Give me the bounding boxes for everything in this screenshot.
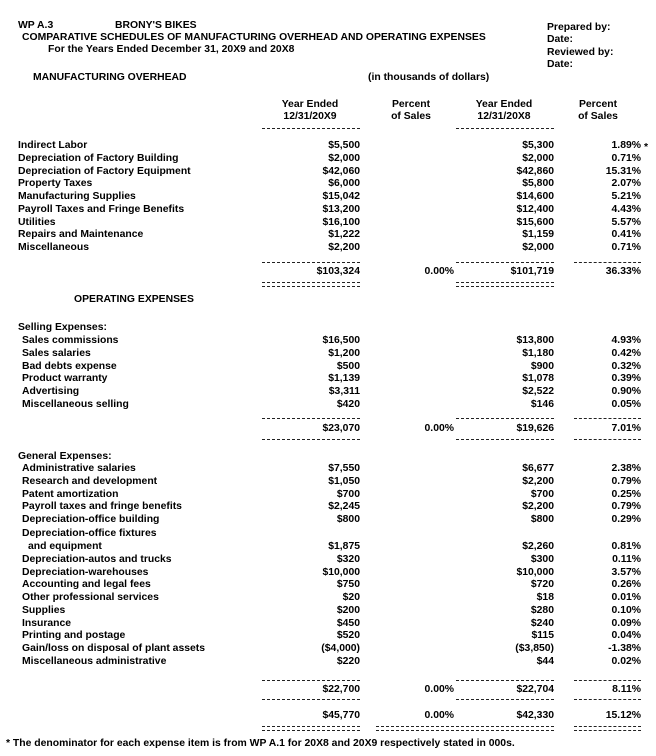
section-heading-opex: OPERATING EXPENSES xyxy=(74,294,194,305)
row-label: Insurance xyxy=(22,617,72,629)
row-label: Miscellaneous selling xyxy=(22,398,129,410)
selling-total-20x8: $19,626 xyxy=(516,423,554,434)
amount-20x8: $300 xyxy=(530,553,554,565)
percent-20x8: 0.11% xyxy=(612,553,641,565)
percent-20x8: 0.79% xyxy=(611,501,641,513)
total-rule xyxy=(456,439,554,440)
amount-20x8: $2,200 xyxy=(522,475,554,487)
selling-total-pct-20x9: 0.00% xyxy=(424,423,454,434)
reviewed-date-label: Date: xyxy=(547,59,573,70)
amount-20x9: $220 xyxy=(336,655,360,667)
amount-20x8: $12,400 xyxy=(516,203,554,215)
row-label: Miscellaneous administrative xyxy=(22,655,167,667)
percent-20x8: 4.93% xyxy=(611,335,641,346)
company-name: BRONY'S BIKES xyxy=(115,20,197,31)
total-rule xyxy=(574,699,641,700)
amount-20x8: $2,260 xyxy=(522,541,554,552)
report-period: For the Years Ended December 31, 20X9 and 20X8 xyxy=(48,44,295,55)
row-label: Depreciation of Factory Building xyxy=(18,152,179,164)
percent-20x8: 0.41% xyxy=(611,229,641,241)
general-total-20x9: $22,700 xyxy=(322,684,360,695)
col-header-y2-line1: Year Ended xyxy=(475,99,533,110)
amount-20x8: $44 xyxy=(536,655,554,667)
row-label: Gain/loss on disposal of plant assets xyxy=(22,643,206,654)
col-header-p1-line1: Percent xyxy=(391,99,431,110)
mfg-total-20x9: $103,324 xyxy=(316,266,360,277)
amount-20x8: $280 xyxy=(530,604,554,616)
opex-grand-total-pct-20x8: 15.12% xyxy=(605,710,641,721)
amount-20x9: $6,000 xyxy=(328,178,360,190)
total-rule xyxy=(456,699,554,700)
percent-20x8: 0.71% xyxy=(611,242,641,253)
fixtures-label-line1: Depreciation-office fixtures xyxy=(22,528,157,539)
percent-20x8: 0.79% xyxy=(611,475,641,487)
percent-20x8: 4.43% xyxy=(611,203,641,215)
amount-20x9: $42,060 xyxy=(322,165,360,177)
general-total-pct-20x9: 0.00% xyxy=(424,684,454,695)
amount-20x8: $2,200 xyxy=(522,501,554,513)
subtotal-rule xyxy=(574,262,641,263)
opex-grand-total-20x9: $45,770 xyxy=(322,710,360,721)
total-rule xyxy=(456,282,554,287)
amount-20x8: $1,078 xyxy=(522,373,554,385)
amount-20x8: $240 xyxy=(530,617,554,629)
units-note: (in thousands of dollars) xyxy=(368,72,490,83)
col-header-p2-line2: of Sales xyxy=(578,111,618,122)
amount-20x9: $450 xyxy=(336,617,360,629)
percent-20x8: 15.31% xyxy=(605,165,641,177)
amount-20x8: $10,000 xyxy=(516,566,554,578)
amount-20x8: $13,800 xyxy=(516,335,554,346)
amount-20x9: $700 xyxy=(336,488,360,500)
amount-20x8: $1,180 xyxy=(522,347,554,359)
amount-20x9: $16,500 xyxy=(322,335,360,346)
percent-20x8: 0.90% xyxy=(611,386,641,397)
row-label: Product warranty xyxy=(22,373,108,385)
percent-20x8: -1.38% xyxy=(608,643,641,654)
subtotal-rule xyxy=(262,262,360,263)
prepared-by-label: Prepared by: xyxy=(547,22,611,33)
grand-total-rule xyxy=(574,726,641,731)
subtotal-rule xyxy=(574,680,641,681)
header-rule-y1 xyxy=(262,128,360,129)
percent-20x8: 3.57% xyxy=(611,566,641,578)
amount-20x8: $5,300 xyxy=(522,140,554,151)
row-label: Sales commissions xyxy=(22,335,119,346)
percent-20x8: 0.71% xyxy=(611,152,641,164)
amount-20x9: $320 xyxy=(336,553,360,565)
row-label: Property Taxes xyxy=(18,178,93,190)
reviewed-by-label: Reviewed by: xyxy=(547,47,614,58)
row-label: Printing and postage xyxy=(22,630,126,642)
percent-20x8: 0.05% xyxy=(611,398,641,410)
subtotal-rule xyxy=(456,680,554,681)
amount-20x9: $2,000 xyxy=(328,152,360,164)
amount-20x9: $1,050 xyxy=(328,475,360,487)
amount-20x9: $200 xyxy=(336,604,360,616)
amount-20x8: $2,522 xyxy=(522,386,554,397)
amount-20x9: $3,311 xyxy=(328,386,360,397)
amount-20x8: $6,677 xyxy=(522,463,554,474)
amount-20x9: ($4,000) xyxy=(321,643,360,654)
percent-20x8: 2.07% xyxy=(611,178,641,190)
percent-20x8: 1.89% xyxy=(611,140,641,151)
row-label: Miscellaneous xyxy=(18,242,90,253)
amount-20x8: $1,159 xyxy=(522,229,554,241)
amount-20x9: $2,245 xyxy=(328,501,360,513)
amount-20x8: $900 xyxy=(530,360,554,372)
row-label: Payroll Taxes and Fringe Benefits xyxy=(18,203,185,215)
percent-20x8: 2.38% xyxy=(611,463,641,474)
header-rule-y2 xyxy=(456,128,554,129)
amount-20x8: ($3,850) xyxy=(515,643,554,654)
col-header-y2-line2: 12/31/20X8 xyxy=(477,111,531,122)
percent-20x8: 0.25% xyxy=(611,488,641,500)
row-label: Research and development xyxy=(22,475,158,487)
row-label: Other professional services xyxy=(22,592,159,603)
percent-20x8: 0.09% xyxy=(611,617,641,629)
amount-20x8: $15,600 xyxy=(516,216,554,228)
row-label: Patent amortization xyxy=(22,488,119,500)
percent-20x8: 5.21% xyxy=(611,191,641,202)
mfg-total-pct-20x9: 0.00% xyxy=(424,266,454,277)
amount-20x9: $15,042 xyxy=(322,191,360,202)
percent-20x8: 0.02% xyxy=(611,655,641,667)
footnote-marker: * xyxy=(644,142,649,153)
amount-20x9: $800 xyxy=(336,514,360,525)
row-label: Manufacturing Supplies xyxy=(18,191,136,202)
percent-20x8: 0.01% xyxy=(611,592,641,603)
amount-20x8: $146 xyxy=(530,398,554,410)
row-label: Depreciation-warehouses xyxy=(22,566,149,578)
grand-total-rule xyxy=(456,726,554,731)
amount-20x8: $18 xyxy=(536,592,554,603)
row-label: Depreciation-autos and trucks xyxy=(22,553,172,565)
col-header-p2-line1: Percent xyxy=(578,99,618,110)
report-title: COMPARATIVE SCHEDULES OF MANUFACTURING OVERHEAD AND OPERATING EXPENSES xyxy=(22,32,486,43)
amount-20x9: $420 xyxy=(336,398,360,410)
subtotal-rule xyxy=(262,680,360,681)
row-label: Payroll taxes and fringe benefits xyxy=(22,501,182,513)
row-label: Administrative salaries xyxy=(22,463,136,474)
subtotal-rule xyxy=(574,418,641,419)
row-label: Advertising xyxy=(22,386,80,397)
amount-20x9: $500 xyxy=(336,360,360,372)
amount-20x9: $2,200 xyxy=(328,242,360,253)
percent-20x8: 0.04% xyxy=(611,630,641,642)
col-header-y1-line2: 12/31/20X9 xyxy=(283,111,337,122)
amount-20x9: $16,100 xyxy=(322,216,360,228)
row-label: and equipment xyxy=(28,541,102,552)
total-rule xyxy=(262,439,360,440)
general-total-20x8: $22,704 xyxy=(516,684,554,695)
percent-20x8: 0.42% xyxy=(611,347,641,359)
percent-20x8: 0.39% xyxy=(611,373,641,385)
amount-20x9: $10,000 xyxy=(322,566,360,578)
general-heading: General Expenses: xyxy=(18,451,112,462)
mfg-total-pct-20x8: 36.33% xyxy=(605,266,641,277)
amount-20x9: $1,200 xyxy=(328,347,360,359)
row-label: Sales salaries xyxy=(22,347,91,359)
amount-20x8: $720 xyxy=(530,579,554,591)
percent-20x8: 5.57% xyxy=(611,216,641,228)
subtotal-rule xyxy=(456,418,554,419)
selling-total-20x9: $23,070 xyxy=(322,423,360,434)
amount-20x9: $1,222 xyxy=(328,229,360,241)
selling-heading: Selling Expenses: xyxy=(18,322,107,333)
amount-20x9: $7,550 xyxy=(328,463,360,474)
mfg-total-20x8: $101,719 xyxy=(510,266,554,277)
opex-grand-total-pct-20x9: 0.00% xyxy=(424,710,454,721)
subtotal-rule xyxy=(262,418,360,419)
percent-20x8: 0.10% xyxy=(611,604,641,616)
total-rule xyxy=(262,699,360,700)
row-label: Bad debts expense xyxy=(22,360,117,372)
selling-total-pct-20x8: 7.01% xyxy=(611,423,641,434)
footnote: * The denominator for each expense item is from WP A.1 for 20X8 and 20X9 respectively stated in 000s. xyxy=(6,738,515,749)
amount-20x9: $1,875 xyxy=(328,541,360,552)
grand-total-rule xyxy=(376,726,454,731)
amount-20x9: $1,139 xyxy=(328,373,360,385)
amount-20x9: $520 xyxy=(336,630,360,642)
amount-20x8: $5,800 xyxy=(522,178,554,190)
total-rule xyxy=(574,439,641,440)
row-label: Depreciation-office building xyxy=(22,514,160,525)
amount-20x8: $2,000 xyxy=(522,242,554,253)
amount-20x8: $700 xyxy=(530,488,554,500)
amount-20x8: $14,600 xyxy=(516,191,554,202)
amount-20x8: $2,000 xyxy=(522,152,554,164)
row-label: Supplies xyxy=(22,604,66,616)
section-heading-mfg: MANUFACTURING OVERHEAD xyxy=(33,72,187,83)
prepared-date-label: Date: xyxy=(547,34,573,45)
amount-20x9: $13,200 xyxy=(322,203,360,215)
amount-20x9: $20 xyxy=(342,592,360,603)
amount-20x8: $800 xyxy=(530,514,554,525)
row-label: Depreciation of Factory Equipment xyxy=(18,165,191,177)
col-header-y1-line1: Year Ended xyxy=(281,99,339,110)
col-header-p1-line2: of Sales xyxy=(391,111,431,122)
workpaper-ref: WP A.3 xyxy=(18,20,54,31)
row-label: Repairs and Maintenance xyxy=(18,229,144,241)
opex-grand-total-20x8: $42,330 xyxy=(516,710,554,721)
row-label: Accounting and legal fees xyxy=(22,579,151,591)
amount-20x8: $115 xyxy=(531,630,554,642)
amount-20x9: $5,500 xyxy=(328,140,360,151)
general-total-pct-20x8: 8.11% xyxy=(612,684,641,695)
percent-20x8: 0.32% xyxy=(611,360,641,372)
row-label: Utilities xyxy=(18,216,56,228)
subtotal-rule xyxy=(456,262,554,263)
amount-20x8: $42,860 xyxy=(516,165,554,177)
percent-20x8: 0.29% xyxy=(611,514,641,525)
amount-20x9: $750 xyxy=(336,579,360,591)
grand-total-rule xyxy=(262,726,360,731)
percent-20x8: 0.26% xyxy=(611,579,641,591)
total-rule xyxy=(262,282,360,287)
percent-20x8: 0.81% xyxy=(611,541,641,552)
row-label: Indirect Labor xyxy=(18,140,88,151)
